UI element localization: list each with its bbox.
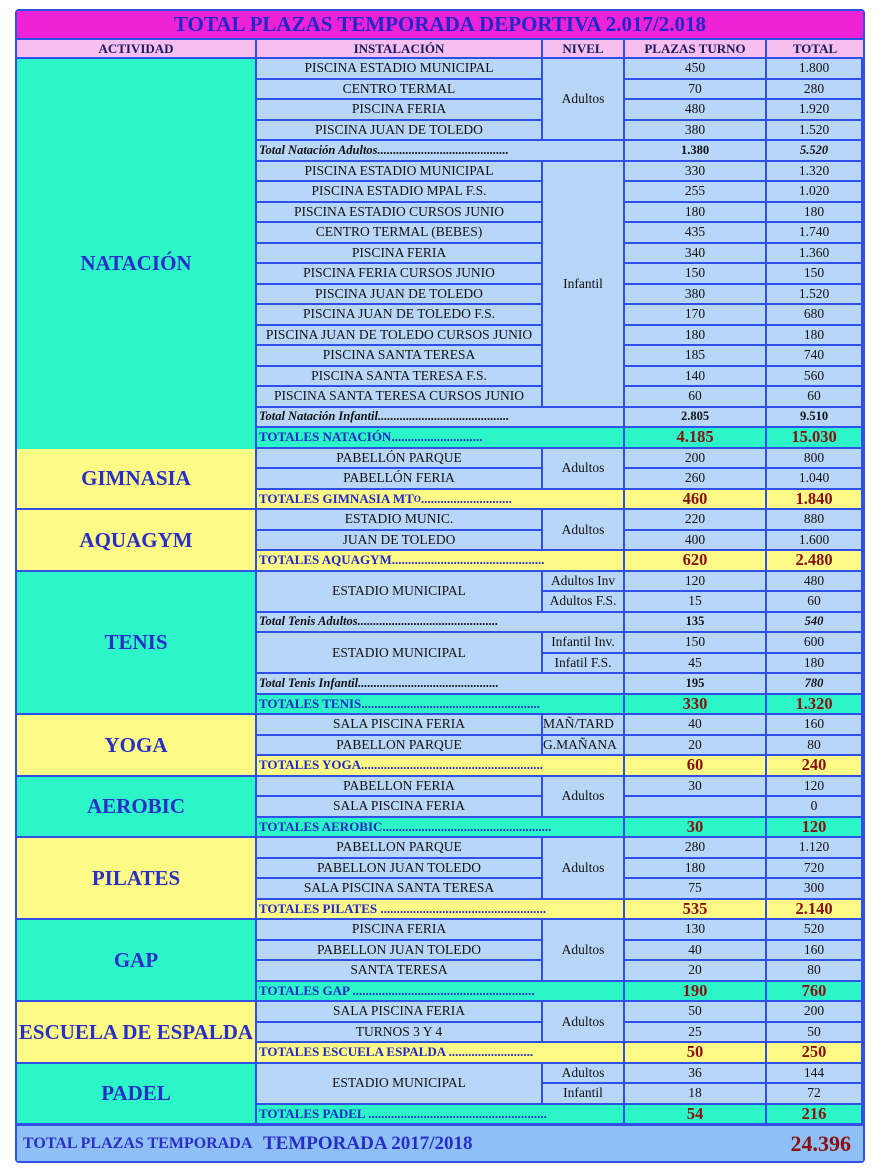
nivel-cell: Infantil [543,162,623,406]
installation-cell: SALA PISCINA FERIA [257,1002,541,1021]
installation-cell: ESTADIO MUNIC. [257,510,541,529]
activity-cell: AQUAGYM [17,510,255,570]
nivel-cell: Adultos [543,777,623,816]
subtotal-plazas: 2.805 [625,408,765,427]
totals-total: 120 [767,818,861,837]
total-cell: 720 [767,859,861,878]
subtotal-label: Total Natación Adultos.......................................... [257,141,623,160]
plazas-turno-cell: 130 [625,920,765,939]
activity-cell: PADEL [17,1064,255,1124]
plazas-turno-cell: 260 [625,469,765,488]
installation-cell: PISCINA FERIA [257,100,541,119]
table-title: TOTAL PLAZAS TEMPORADA DEPORTIVA 2.017/2.018 [17,11,863,38]
nivel-cell: Adultos [543,510,623,549]
installation-cell: TURNOS 3 Y 4 [257,1023,541,1042]
subtotal-label: Total Tenis Infantil............................................. [257,674,623,693]
totals-total: 216 [767,1105,861,1124]
plazas-turno-cell [625,797,765,816]
plazas-turno-cell: 170 [625,305,765,324]
plazas-turno-cell: 40 [625,715,765,734]
totals-plazas: 460 [625,490,765,509]
nivel-cell: Infantil [543,1084,623,1103]
installation-cell: PABELLON PARQUE [257,736,541,755]
plazas-turno-cell: 15 [625,592,765,611]
total-cell: 200 [767,1002,861,1021]
installation-cell: PISCINA FERIA [257,920,541,939]
total-cell: 1.040 [767,469,861,488]
installation-cell: CENTRO TERMAL [257,80,541,99]
plazas-turno-cell: 36 [625,1064,765,1083]
totals-label-dots: ............................ [420,490,512,506]
subtotal-total: 5.520 [767,141,861,160]
installation-cell: PISCINA ESTADIO MUNICIPAL [257,59,541,78]
plazas-turno-cell: 380 [625,121,765,140]
installation-cell: PISCINA JUAN DE TOLEDO CURSOS JUNIO [257,326,541,345]
subtotal-label: Total Natación Infantil.......................................... [257,408,623,427]
plazas-turno-cell: 18 [625,1084,765,1103]
installation-cell: PISCINA FERIA CURSOS JUNIO [257,264,541,283]
total-cell: 150 [767,264,861,283]
total-cell: 160 [767,715,861,734]
activity-cell: AEROBIC [17,777,255,837]
installation-cell: PISCINA FERIA [257,244,541,263]
totals-label: TOTALES PADEL ....................................................... [257,1105,623,1124]
plazas-turno-cell: 75 [625,879,765,898]
total-cell: 160 [767,941,861,960]
total-cell: 800 [767,449,861,468]
header-actividad: ACTIVIDAD [17,40,255,57]
plazas-turno-cell: 20 [625,736,765,755]
installation-cell: PABELLON FERIA [257,777,541,796]
subtotal-label: Total Tenis Adultos............................................. [257,613,623,632]
plazas-turno-cell: 120 [625,572,765,591]
totals-label: TOTALES ESCUELA ESPALDA .......................... [257,1043,623,1062]
total-cell: 180 [767,654,861,673]
plazas-turno-cell: 435 [625,223,765,242]
total-cell: 144 [767,1064,861,1083]
total-cell: 280 [767,80,861,99]
total-cell: 1.120 [767,838,861,857]
totals-total: 240 [767,756,861,775]
plazas-turno-cell: 185 [625,346,765,365]
nivel-cell: Adultos [543,449,623,488]
plazas-turno-cell: 50 [625,1002,765,1021]
installation-cell: SALA PISCINA SANTA TERESA [257,879,541,898]
plazas-turno-cell: 480 [625,100,765,119]
totals-label: TOTALES GAP ........................................................ [257,982,623,1001]
nivel-cell: G.MAÑANA [543,736,623,755]
subtotal-total: 780 [767,674,861,693]
installation-cell: PABELLON JUAN TOLEDO [257,941,541,960]
totals-plazas: 330 [625,695,765,714]
total-cell: 1.520 [767,121,861,140]
nivel-cell: Infantil Inv. [543,633,623,652]
total-cell: 120 [767,777,861,796]
plazas-turno-cell: 200 [625,449,765,468]
plazas-turno-cell: 45 [625,654,765,673]
grand-total-label-a: TOTAL PLAZAS TEMPORADA [17,1126,257,1161]
activity-cell: YOGA [17,715,255,775]
total-cell: 180 [767,203,861,222]
activity-cell: TENIS [17,572,255,714]
activity-cell: GIMNASIA [17,449,255,509]
totals-label: TOTALES AQUAGYM............................................... [257,551,623,570]
totals-label: TOTALES TENIS....................................................... [257,695,623,714]
nivel-cell: Adultos [543,1002,623,1041]
totals-label: TOTALES AEROBIC.................................................... [257,818,623,837]
total-cell: 680 [767,305,861,324]
total-cell: 60 [767,592,861,611]
plazas-turno-cell: 20 [625,961,765,980]
subtotal-plazas: 135 [625,613,765,632]
total-cell: 60 [767,387,861,406]
total-cell: 1.520 [767,285,861,304]
totals-plazas: 54 [625,1105,765,1124]
total-cell: 1.800 [767,59,861,78]
totals-label: TOTALES NATACIÓN............................ [257,428,623,447]
plazas-turno-cell: 150 [625,264,765,283]
subtotal-total: 540 [767,613,861,632]
header-total: TOTAL [767,40,863,57]
installation-cell: PISCINA SANTA TERESA F.S. [257,367,541,386]
nivel-cell: Adultos [543,838,623,898]
installation-cell: SALA PISCINA FERIA [257,797,541,816]
activity-cell: ESCUELA DE ESPALDA [17,1002,255,1062]
subtotal-plazas: 1.380 [625,141,765,160]
plazas-turno-cell: 70 [625,80,765,99]
installation-cell: PISCINA SANTA TERESA [257,346,541,365]
plazas-turno-cell: 255 [625,182,765,201]
plazas-turno-cell: 150 [625,633,765,652]
totals-plazas: 60 [625,756,765,775]
total-cell: 72 [767,1084,861,1103]
installation-cell: PISCINA ESTADIO MUNICIPAL [257,162,541,181]
total-cell: 880 [767,510,861,529]
totals-label-text: TOTALES GIMNASIA MT [259,490,414,506]
total-cell: 560 [767,367,861,386]
plazas-turno-cell: 220 [625,510,765,529]
plazas-turno-cell: 280 [625,838,765,857]
subtotal-plazas: 195 [625,674,765,693]
totals-total: 2.140 [767,900,861,919]
total-cell: 300 [767,879,861,898]
totals-total: 250 [767,1043,861,1062]
totals-plazas: 50 [625,1043,765,1062]
plazas-turno-cell: 450 [625,59,765,78]
installation-cell: ESTADIO MUNICIPAL [257,633,541,672]
installation-cell: ESTADIO MUNICIPAL [257,1064,541,1103]
nivel-cell: Infatil F.S. [543,654,623,673]
plazas-turno-cell: 340 [625,244,765,263]
installation-cell: SALA PISCINA FERIA [257,715,541,734]
totals-total: 2.480 [767,551,861,570]
totals-plazas: 620 [625,551,765,570]
installation-cell: PISCINA JUAN DE TOLEDO [257,285,541,304]
installation-cell: PABELLÓN PARQUE [257,449,541,468]
plazas-turno-cell: 330 [625,162,765,181]
totals-label: TOTALES PILATES ................................................... [257,900,623,919]
total-cell: 0 [767,797,861,816]
installation-cell: PISCINA ESTADIO MPAL F.S. [257,182,541,201]
nivel-cell: Adultos [543,59,623,139]
totals-label: TOTALES YOGA........................................................ [257,756,623,775]
plazas-turno-cell: 40 [625,941,765,960]
nivel-cell: Adultos [543,1064,623,1083]
grand-total-value: 24.396 [637,1126,863,1161]
installation-cell: ESTADIO MUNICIPAL [257,572,541,611]
plazas-turno-cell: 180 [625,203,765,222]
total-cell: 480 [767,572,861,591]
total-cell: 1.920 [767,100,861,119]
totals-nivel-cell [543,428,623,447]
totals-total: 15.030 [767,428,861,447]
nivel-cell: MAÑ/TARD [543,715,623,734]
total-cell: 1.740 [767,223,861,242]
plazas-turno-cell: 60 [625,387,765,406]
header-plazas-turno: PLAZAS TURNO [625,40,765,57]
installation-cell: CENTRO TERMAL (BEBES) [257,223,541,242]
totals-label-sup: O [413,493,421,504]
activity-cell: NATACIÓN [17,59,255,467]
total-cell: 50 [767,1023,861,1042]
installation-cell: PABELLON JUAN TOLEDO [257,859,541,878]
installation-cell: PISCINA ESTADIO CURSOS JUNIO [257,203,541,222]
nivel-cell: Adultos [543,920,623,980]
installation-cell: SANTA TERESA [257,961,541,980]
plazas-turno-cell: 140 [625,367,765,386]
activity-cell: PILATES [17,838,255,918]
total-cell: 740 [767,346,861,365]
plazas-turno-cell: 180 [625,326,765,345]
plazas-turno-cell: 25 [625,1023,765,1042]
header-instalacion: INSTALACIÓN [257,40,541,57]
installation-cell: PABELLON PARQUE [257,838,541,857]
total-cell: 600 [767,633,861,652]
total-cell: 1.020 [767,182,861,201]
subtotal-total: 9.510 [767,408,861,427]
total-cell: 1.600 [767,531,861,550]
grand-total-label-b: TEMPORADA 2017/2018 [257,1126,637,1161]
nivel-cell: Adultos F.S. [543,592,623,611]
total-cell: 80 [767,736,861,755]
plazas-table [15,9,865,1163]
total-cell: 1.320 [767,162,861,181]
installation-cell: JUAN DE TOLEDO [257,531,541,550]
totals-plazas: 190 [625,982,765,1001]
totals-total: 1.320 [767,695,861,714]
totals-plazas: 4.185 [625,428,765,447]
installation-cell: PABELLÓN FERIA [257,469,541,488]
nivel-cell: Adultos Inv [543,572,623,591]
plazas-turno-cell: 380 [625,285,765,304]
plazas-turno-cell: 400 [625,531,765,550]
total-cell: 80 [767,961,861,980]
total-cell: 1.360 [767,244,861,263]
plazas-turno-cell: 30 [625,777,765,796]
totals-plazas: 535 [625,900,765,919]
installation-cell: PISCINA JUAN DE TOLEDO F.S. [257,305,541,324]
totals-total: 1.840 [767,490,861,509]
totals-total: 760 [767,982,861,1001]
installation-cell: PISCINA SANTA TERESA CURSOS JUNIO [257,387,541,406]
installation-cell: PISCINA JUAN DE TOLEDO [257,121,541,140]
activity-cell: GAP [17,920,255,1000]
header-nivel: NIVEL [543,40,623,57]
total-cell: 520 [767,920,861,939]
totals-plazas: 30 [625,818,765,837]
plazas-turno-cell: 180 [625,859,765,878]
totals-label [257,490,623,509]
total-cell: 180 [767,326,861,345]
